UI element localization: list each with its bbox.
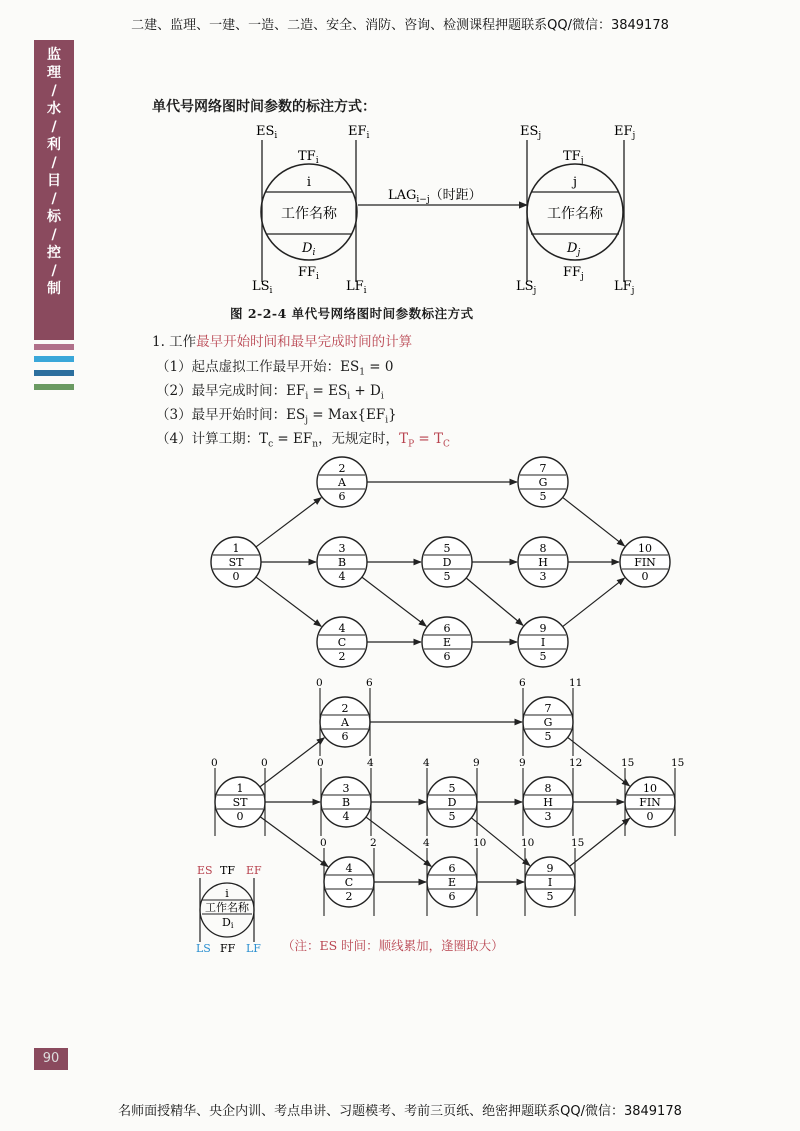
network-node-e xyxy=(422,617,472,667)
node-name: C xyxy=(344,876,354,889)
side-tab-char: 水 xyxy=(47,101,61,117)
formula-line-3: （3）最早开始时间：$ES_j = Max\{EF_i\}$ xyxy=(156,407,397,426)
node-ef: 15 xyxy=(571,837,585,849)
node-duration: 0 xyxy=(641,570,649,583)
node-duration: 5 xyxy=(539,650,547,663)
legend-ef: EF xyxy=(246,864,262,877)
bottom-banner: 名师面授精华、央企内训、考点串讲、习题模考、考前三页纸、绝密押题联系QQ/微信：3849178 xyxy=(118,1104,682,1119)
node-duration: 4 xyxy=(338,570,346,583)
network-node-b xyxy=(317,757,374,836)
network-diagram-1 xyxy=(211,457,670,667)
es-label: $ES_j$ xyxy=(520,124,542,141)
node-duration: 3 xyxy=(544,810,552,823)
side-tab-char: / xyxy=(51,83,57,99)
lf-label: $LF_i$ xyxy=(346,279,367,296)
node-ef: 2 xyxy=(370,837,377,849)
tf-label: $TF_j$ xyxy=(563,149,584,166)
node-ef: 15 xyxy=(671,757,685,769)
node-name: G xyxy=(538,476,548,489)
ls-label: $LS_j$ xyxy=(516,279,537,296)
node-number: 10 xyxy=(638,542,652,555)
section-title xyxy=(152,330,412,350)
network-node-st xyxy=(211,537,261,587)
legend-name: 工作名称 xyxy=(205,901,249,914)
node-name: H xyxy=(543,796,553,809)
legend-tf: TF xyxy=(220,864,235,877)
node-ef: 0 xyxy=(261,757,268,769)
legend-ls: LS xyxy=(196,942,211,955)
node-ef: 9 xyxy=(473,757,480,769)
side-tab-char: 标 xyxy=(47,209,61,225)
node-number: 6 xyxy=(448,862,456,875)
side-tab-char: 监 xyxy=(47,47,61,63)
figure-caption: 图 2-2-4 单代号网络图时间参数标注方式 xyxy=(230,306,474,321)
top-banner: 二建、监理、一建、一造、二造、安全、消防、咨询、检测课程押题联系QQ/微信：3849178 xyxy=(131,18,669,33)
node-id: j xyxy=(572,175,578,190)
network-node-i xyxy=(518,617,568,667)
node-name: D xyxy=(442,556,452,569)
ff-label: $FF_j$ xyxy=(563,265,584,282)
legend-d: Di xyxy=(222,916,234,930)
node-name: D xyxy=(447,796,457,809)
network-arrow xyxy=(563,497,625,546)
node-name: H xyxy=(538,556,548,569)
node-name: ST xyxy=(228,556,244,569)
node-duration: 5 xyxy=(448,810,456,823)
network-arrow xyxy=(563,578,625,627)
side-tab-char: 理 xyxy=(47,65,61,81)
network-node-g xyxy=(519,677,582,756)
node-es: 0 xyxy=(316,677,323,689)
node-name: C xyxy=(337,636,347,649)
node-duration: 5 xyxy=(546,890,554,903)
node-number: 9 xyxy=(539,622,547,635)
node-number: 3 xyxy=(342,782,350,795)
legend-es: ES xyxy=(197,864,213,877)
node-es: 4 xyxy=(423,837,430,849)
node-name: 工作名称 xyxy=(547,206,603,222)
node-duration: 6 xyxy=(338,490,346,503)
node-name: I xyxy=(547,876,553,889)
node-duration: 3 xyxy=(539,570,547,583)
side-tab-char: 控 xyxy=(47,245,61,261)
node-duration: 0 xyxy=(232,570,240,583)
node-name: A xyxy=(341,716,349,729)
node-ef: 11 xyxy=(569,677,583,689)
network-node-a xyxy=(317,457,367,507)
node-duration: 5 xyxy=(539,490,547,503)
network-node-d xyxy=(423,757,480,836)
node-name: E xyxy=(442,636,452,649)
node-ef: 6 xyxy=(366,677,373,689)
node-es: 10 xyxy=(521,837,535,849)
es-label: $ES_i$ xyxy=(256,124,278,141)
node-number: 7 xyxy=(539,462,547,475)
node-duration: 2 xyxy=(338,650,346,663)
node-name: A xyxy=(338,476,346,489)
node-duration: 0 xyxy=(236,810,244,823)
network-arrow xyxy=(256,577,321,626)
side-tab-char: / xyxy=(51,263,57,279)
formula-line-4: （4）计算工期：$T_c = EF_n$，无规定时，$T_P = T_C$ xyxy=(156,431,450,450)
node-number: 10 xyxy=(643,782,657,795)
formula-line-1: （1）起点虚拟工作最早开始：$ES_1 = 0$ xyxy=(156,359,394,378)
network-node-e xyxy=(423,837,486,916)
network-node-b xyxy=(317,537,367,587)
network-node-i xyxy=(521,837,584,916)
node-duration: 2 xyxy=(345,890,353,903)
node-name: ST xyxy=(232,796,248,809)
node-name: B xyxy=(341,796,351,809)
node-name: 工作名称 xyxy=(281,206,337,222)
side-tab-char: / xyxy=(51,155,57,171)
side-tab-char: 目 xyxy=(47,173,61,189)
node-ef: 4 xyxy=(367,757,374,769)
network-node-st xyxy=(211,757,268,836)
node-name: E xyxy=(447,876,457,889)
node-duration: 6 xyxy=(341,730,349,743)
network-node-c xyxy=(317,617,367,667)
node-name: FIN xyxy=(639,796,661,809)
title-prefix: 1. 工作 xyxy=(152,334,197,350)
node-duration: 0 xyxy=(646,810,654,823)
network-node-c xyxy=(320,837,377,916)
node-number: 8 xyxy=(539,542,547,555)
node-number: 1 xyxy=(236,782,244,795)
node-es: 0 xyxy=(317,757,324,769)
network-node-fin xyxy=(620,537,670,587)
node-es: 15 xyxy=(621,757,635,769)
network-node-d xyxy=(422,537,472,587)
network-node-h xyxy=(519,757,582,836)
node-id: i xyxy=(306,175,312,190)
page-number: 90 xyxy=(34,1048,68,1070)
network-arrow xyxy=(466,578,523,625)
legend-lf: LF xyxy=(246,942,261,955)
node-number: 5 xyxy=(448,782,456,795)
ff-label: $FF_i$ xyxy=(298,265,319,282)
side-tab-char: / xyxy=(51,119,57,135)
node-number: 4 xyxy=(345,862,353,875)
side-tab-char: 利 xyxy=(47,137,61,153)
network-arrow xyxy=(260,817,328,867)
lag-label: $LAG_{i-j}$（时距） xyxy=(388,188,482,205)
network-arrow xyxy=(362,577,426,626)
network-node-a xyxy=(316,677,373,756)
section-heading: 单代号网络图时间参数的标注方式： xyxy=(152,99,376,115)
node-number: 8 xyxy=(544,782,552,795)
side-tab-char: / xyxy=(51,227,57,243)
duration-label: $D_j$ xyxy=(567,241,581,258)
legend-note: （注：ES 时间：顺线累加，逢圈取大） xyxy=(282,938,504,953)
node-duration: 6 xyxy=(443,650,451,663)
node-number: 1 xyxy=(232,542,240,555)
ef-label: $EF_i$ xyxy=(348,124,370,141)
ls-label: $LS_i$ xyxy=(252,279,273,296)
legend-id: i xyxy=(225,887,229,900)
network-diagram-2 xyxy=(211,677,684,916)
duration-label: $D_i$ xyxy=(302,241,316,258)
node-name: B xyxy=(337,556,347,569)
node-name: FIN xyxy=(634,556,656,569)
lf-label: $LF_j$ xyxy=(614,279,635,296)
node-duration: 4 xyxy=(342,810,350,823)
network-node-fin xyxy=(621,757,684,836)
node-number: 2 xyxy=(338,462,346,475)
node-number: 2 xyxy=(341,702,349,715)
title-highlight: 最早开始时间和最早完成时间的计算 xyxy=(196,334,413,350)
node-number: 4 xyxy=(338,622,346,635)
node-es: 0 xyxy=(211,757,218,769)
tf-label: $TF_i$ xyxy=(298,149,319,166)
network-arrow xyxy=(256,498,321,547)
node-number: 5 xyxy=(443,542,451,555)
node-name: G xyxy=(543,716,553,729)
node-ef: 12 xyxy=(569,757,583,769)
legend-node xyxy=(196,864,262,955)
node-ef: 10 xyxy=(473,837,487,849)
node-duration: 5 xyxy=(443,570,451,583)
network-arrow xyxy=(260,738,324,787)
notation-node-right xyxy=(516,124,635,296)
node-es: 9 xyxy=(519,757,526,769)
notation-node-left xyxy=(252,124,370,296)
node-es: 6 xyxy=(519,677,526,689)
node-number: 7 xyxy=(544,702,552,715)
network-node-g xyxy=(518,457,568,507)
node-es: 4 xyxy=(423,757,430,769)
node-duration: 6 xyxy=(448,890,456,903)
formula-line-2: （2）最早完成时间：$EF_i = ES_i + D_i$ xyxy=(156,383,384,402)
network-node-h xyxy=(518,537,568,587)
node-duration: 5 xyxy=(544,730,552,743)
node-number: 6 xyxy=(443,622,451,635)
node-number: 9 xyxy=(546,862,554,875)
node-es: 0 xyxy=(320,837,327,849)
side-tab-char: / xyxy=(51,191,57,207)
legend-ff: FF xyxy=(220,942,236,955)
node-number: 3 xyxy=(338,542,346,555)
side-tab-char: 制 xyxy=(47,281,61,297)
ef-label: $EF_j$ xyxy=(614,124,636,141)
node-name: I xyxy=(540,636,546,649)
